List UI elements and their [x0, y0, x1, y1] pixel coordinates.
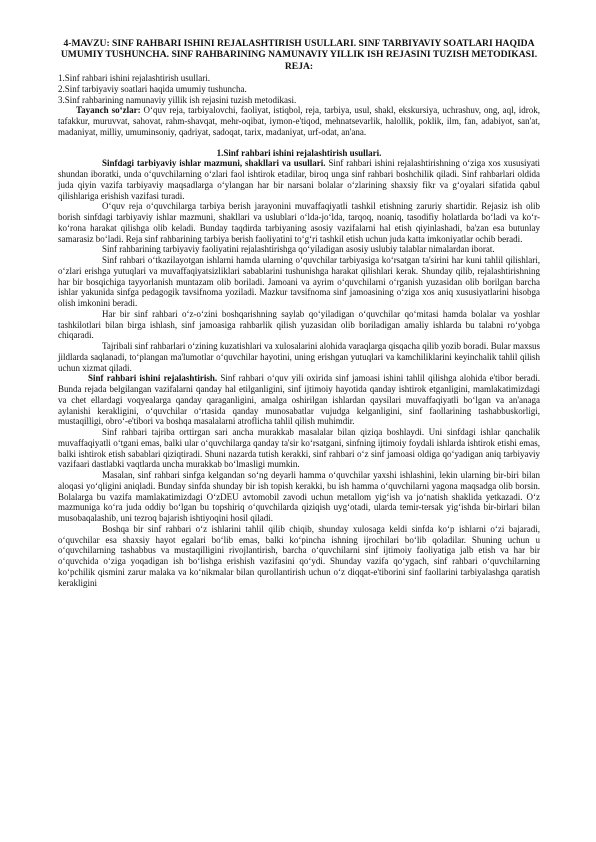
section-title: 1.Sinf rahbari ishini rejalashtirish usullari.	[216, 147, 382, 158]
paragraph-7	[58, 373, 540, 427]
keywords-text: O‘quv reja, tarbiyalovchi, faoliyat, istiqbol, reja, tarbiya, usul, shakl, ekskursiya, uchrashuv, ong, aql, idrok, tafakkur, muruvvat, sahovat, rahm-shavqat, mehr-oqibat, iymon-e'tiqod, mehnatsevarlik, halollik, poklik, ilm, fan, adabiyot, san'at, madaniyat, milliy, umuminsoniy, qadriyat, sadoqat, tarix, madaniyat, urf-odat, an'ana.	[58, 105, 540, 137]
paragraph-3: Sinf rahbarining tarbiyaviy faoliyatini rejalashtirishga qo‘yiladigan asosiy uslubiy talablar nimalardan iborat.	[102, 244, 495, 255]
paragraph-9: Masalan, sinf rahbari sinfga kelgandan so‘ng deyarli hamma o‘quvchilar yaxshi ishlashini, lekin ularning bir-biri bilan aloqasi yo‘qligini aniqladi. Bunday sinfda shunday bir ish topish kerakki, bu ish hamma o‘quvchilarni yagona maqsadga olib borsin. Bolalarga bu vazifa mamlakatimizdagi O‘zDEU avtomobil zavodi uchun metallom yig‘ish va jo‘natish shaklida yetkazadi. O‘z mazmuniga ko‘ra juda oddiy bo‘lgan bu topshiriq o‘quvchilarda qiziqish uyg‘otadi, ularda temir-tersak yig‘ishda bir-birlari bilan musobaqalashib, uni tezroq bajarish ishtiyoqini hosil qiladi.	[58, 470, 540, 524]
paragraph-8: Sinf rahbari tajriba orttirgan sari ancha murakkab masalalar bilan qiziqa boshlaydi. Uni sinfdagi ishlar qanchalik muvaffaqiyatli o‘tgani emas, balki ular o‘quvchilarga qanday ta'sir ko‘rsatgani, sinfning ijtimoiy foydali ishlarda ishtirok etishi emas, balki ishtirok etish sabablari qiziqtiradi. Shuni nazarda tutish kerakki, sinf rahbari o‘z sinf jamoasi oldiga qo‘yadigan aniq tarbiyaviy vazifaari dastlabki vaqtlarda uncha murakkab bo‘lmasligi mumkin.	[58, 427, 540, 470]
document-page	[58, 38, 540, 588]
paragraph-5: Har bir sinf rahbari o‘z-o‘zini boshqarishning saylab qo‘yiladigan o‘quvchilar qo‘mitasi hamda bolalar va yoshlar tashkilotlari bilan birga ishlash, sinf jamoasiga rahbarlik qilish yuzasidan olib boriladigan amaliy ishlarda bu talabni ro‘yobga chiqaradi.	[58, 308, 540, 341]
keywords-label: Tayanch so‘zlar:	[76, 105, 141, 116]
paragraph-6: Tajribali sinf rahbarlari o‘zining kuzatishlari va xulosalarini alohida varaqlarga qisqacha qilib yozib boradi. Bular maxsus jildlarda saqlanadi, to‘plangan ma'lumotlar o‘quvchilar hayotini, uning erishgan yutuqlari va kamchiliklarini keyinchalik tahlil qilish uchun xizmat qiladi.	[58, 341, 540, 373]
plan-heading: REJA:	[284, 60, 314, 72]
paragraph-7-heading: Sinf rahbari ishini rejalashtirish.	[88, 373, 218, 384]
plan-item: 2.Sinf tarbiyaviy soatlari haqida umumiy tushuncha.	[58, 83, 247, 94]
plan-item: 1.Sinf rahbari ishini rejalashtirish usullari.	[58, 73, 210, 84]
plan-list	[58, 73, 540, 105]
paragraph-4: Sinf rahbari o‘tkazilayotgan ishlarni hamda ularning o‘quvchilar tarbiyasiga ko‘rsatgan ta'sirini har kuni tahlil qilishlari, o‘zlari erishga yutuqlari va muvaffaqiyatsizliklari sabablarini tushunishga harakat qilishlari kerak. Shunday qilib, rejalashtirishning har bir bosqichiga tayyorlanish muntazam olib boriladi. Jamoani va ayrim o‘quvchilarni o‘rganish yuzasidan olib borilgan barcha ishlar yakunida sinfga pedagogik tavsifnoma yoziladi. Mazkur tavsifnoma sinf jamoasining o‘ziga xos aniq xususiyatlarini hisobga olish imkonini beradi.	[58, 255, 540, 309]
paragraph-1-heading: Sinfdagi tarbiyaviy ishlar mazmuni, shakllari va usullari.	[102, 158, 326, 169]
paragraph-1	[58, 158, 540, 201]
paragraph-1-text: Sinf rahbari ishini rejalashtirishning o‘ziga xos xususiyati shundan iboratki, unda o‘quvchilarning o‘zlari faol ishtirok etadilar, biroq unga sinf rahbari boshchilik qiladi. Sinf rahbarlari oldida juda qiyin vazifa tarbiyaviy maqsadlarga o‘ylangan har bir narsani bolalar o‘zlarining shaxsiy fikr va g‘oyalari sifatida qabul qilishlariga erishish vazifasi turadi.	[58, 158, 541, 201]
paragraph-10: Boshqa bir sinf rahbari o‘z ishlarini tahlil qilib chiqib, shunday xulosaga keldi sinfda ko‘p ishlarni o‘zi bajaradi, o‘quvchilar esa shaxsiy hayot egalari bo‘lib emas, balki ko‘pincha ishning ijrochilari bo‘lib qoladilar. Shuning uchun u o‘quvchilarning tashabbus va mustaqilligini rivojlantirish, barcha o‘quvchilarni sinf ijtimoiy faoliyatiga jalb etish va har bir o‘quvchida o‘ziga yoqadigan ish bo‘lishga erishish vazifasini qo‘ydi. Shunday vazifa qo‘ygach, sinf rahbari o‘quvchilarning ko‘pchilik qismini zarur malaka va ko‘nikmalar bilan qurollantirish uchun o‘z diqqat-e'tiborini sinf faollarini tarbiyalashga qaratish kerakligini	[58, 523, 540, 588]
document-title: 4-MAVZU: SINF RAHBARI ISHINI REJALASHTIRISH USULLARI. SINF TARBIYAVIY SOATLARI HAQIDA UMUMIY TUSHUNCHA. SINF RAHBARINING NAMUNAVIY YILLIK ISH REJASINI TUZISH METODIKASI.	[60, 38, 538, 61]
keywords-paragraph	[58, 105, 540, 137]
plan-item: 3.Sinf rahbarining namunaviy yillik ish rejasini tuzish metodikasi.	[58, 94, 297, 105]
paragraph-7-text: Sinf rahbari o‘quv yili oxirida sinf jamoasi ishini tahlil qilishga alohida e'tibor beradi. Bunda rejada belgilangan vazifalarni qanday hal etilganligini, sinf ijtimoiy hayotida qanday ishtirok etganligini, mamlakatimizdagi va chet ellardagi voqyealarga qanday qaraganligini, amalga oshirilgan ishlardan qaysilari muvaffaqiyatli bo‘lgan va an'anaga aylanishi kerakligini, o‘quvchilar o‘rtasida qanday munosabatlar vujudga kelganligini, sinf faollarining tashabbuskorligi, mustaqilligi, obro‘-e'tibori va boshqa masalalarni atroflicha tahlil qilish muhimdir.	[58, 373, 540, 427]
paragraph-2: O‘quv reja o‘quvchilarga tarbiya berish jarayonini muvaffaqiyatli tashkil etishning zaruriy shartidir. Rejasiz ish olib borish sinfdagi tarbiyaviy ishlar mazmuni, shakllari va uslublari o‘lda-jo‘lda, tarqoq, noaniq, tasodifiy holatlarda bo‘ladi va ko‘r-ko‘rona harakat qilishga olib keladi. Bunday taqdirda tarbiyaning asosiy vazifalarni hal etish qiyinlashadi, ba'zan esa butunlay samarasiz bo‘ladi. Reja sinf rahbarining tarbiya berish faoliyatini to‘g‘ri tashkil etish uchun juda katta imkoniyatlar ochib beradi.	[58, 201, 540, 244]
